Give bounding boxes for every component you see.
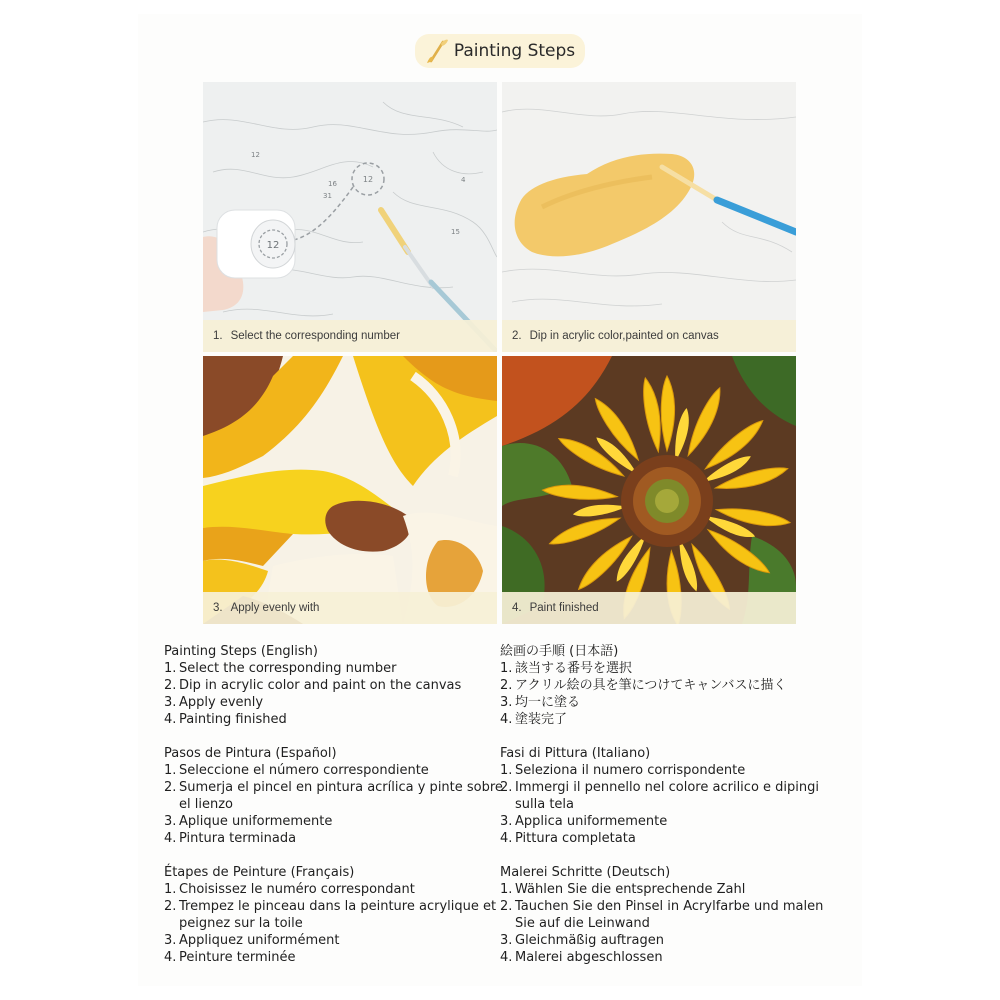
step-panel-1 [203,82,497,352]
step-label: Apply evenly with [230,602,320,614]
list-item: 2. Dip in acrylic color and paint on the canvas [164,678,462,693]
section-title: Étapes de Peinture (Français) [164,865,355,880]
section-title: Fasi di Pittura (Italiano) [500,746,651,761]
step-2-photo [502,82,796,352]
list-item: 4. Peinture terminée [164,950,296,965]
list-item: 1. 該当する番号を選択 [500,661,633,676]
step-number: 4. [512,602,522,614]
section-title: 絵画の手順 (日本語) [500,644,619,659]
list-item: 1. Select the corresponding number [164,661,397,676]
canvas-number: 12 [251,151,260,159]
step-panel-4 [502,356,796,624]
paint-pot-number: 12 [266,240,280,251]
list-item: 1. Choisissez le numéro correspondant [164,882,415,897]
canvas-number: 15 [451,228,460,236]
list-item: 4. 塗装完了 [500,712,568,727]
list-item: 4. Malerei abgeschlossen [500,950,663,965]
list-item: 1. Wählen Sie die entsprechende Zahl [500,882,746,897]
target-number: 12 [362,175,374,184]
instructions-italian [500,745,840,847]
instructions-english [164,643,504,728]
instructions-right-column [500,643,840,983]
step-number: 2. [512,330,522,342]
list-item: 2. Sumerja el pincel en pintura acrílica y pinte sobre el lienzo [164,780,503,812]
instructions-left-column [164,643,504,983]
instructions-french [164,864,504,966]
list-item: 4. Pittura completata [500,831,636,846]
page-header [0,36,1000,66]
header-pill [415,34,585,68]
instructions-german [500,864,840,966]
list-item: 2. Trempez le pinceau dans la peinture acrylique et peignez sur la toile [164,899,497,931]
canvas-number: 16 [328,180,337,188]
page-title: Painting Steps [453,41,576,61]
section-title: Painting Steps (English) [164,644,318,659]
list-item: 3. 均一に塗る [500,695,581,710]
list-item: 2. Tauchen Sie den Pinsel in Acrylfarbe und malen Sie auf die Leinwand [500,899,824,931]
list-item: 3. Applica uniformemente [500,814,668,829]
list-item: 3. Apply evenly [164,695,264,710]
step-number: 1. [213,330,223,342]
step-1-caption [203,320,497,352]
instructions-japanese [500,643,840,728]
list-item: 1. Seleziona il numero corrispondente [500,763,746,778]
step-4-caption [502,592,796,624]
list-item: 3. Appliquez uniformément [164,933,340,948]
step-1-photo [203,82,497,352]
list-item: 4. Painting finished [164,712,287,727]
canvas-number: 31 [323,192,332,200]
sunflower-painting [502,356,796,624]
list-item: 2. Immergi il pennello nel colore acrilico e dipingi sulla tela [500,780,819,812]
section-title: Malerei Schritte (Deutsch) [500,865,671,880]
paintbrush-icon [423,37,451,65]
step-label: Dip in acrylic color,painted on canvas [529,330,719,342]
list-item: 3. Gleichmäßig auftragen [500,933,664,948]
step-3-caption [203,592,497,624]
step-number: 3. [213,602,223,614]
step-label: Select the corresponding number [230,330,400,342]
step-panel-2 [502,82,796,352]
list-item: 3. Aplique uniformemente [164,814,333,829]
section-title: Pasos de Pintura (Español) [164,746,337,761]
step-3-photo [203,356,497,624]
list-item: 4. Pintura terminada [164,831,297,846]
step-label: Paint finished [529,602,599,614]
list-item: 1. Seleccione el número correspondiente [164,763,429,778]
step-panel-3 [203,356,497,624]
canvas-number: 4 [461,176,466,184]
list-item: 2. アクリル絵の具を筆につけてキャンバスに描く [500,678,787,693]
instructions-spanish [164,745,504,847]
step-2-caption [502,320,796,352]
